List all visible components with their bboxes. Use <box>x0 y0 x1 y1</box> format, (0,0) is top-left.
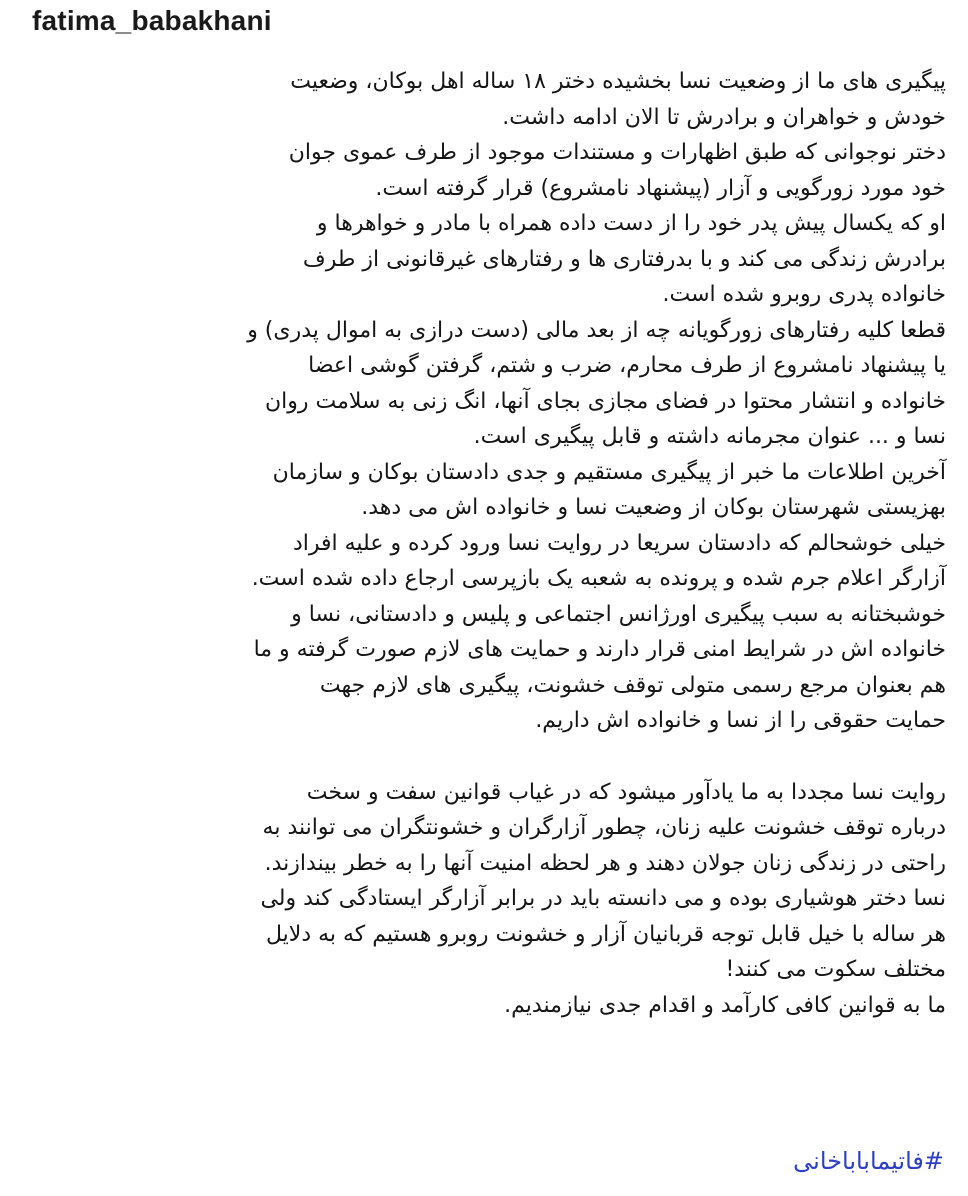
caption-line: خیلی خوشحالم که دادستان سریعا در روایت نسا ورود کرده و علیه افراد <box>292 530 946 556</box>
caption-line: قطعا کلیه رفتارهای زورگویانه چه از بعد مالی (دست درازی به اموال پدری) و <box>247 317 946 343</box>
post-username[interactable]: fatima_babakhani <box>32 5 272 36</box>
caption-line: خانواده پدری روبرو شده است. <box>662 282 946 307</box>
caption-line: برادرش زندگی می کند و با بدرفتاری ها و رفتارهای غیرقانونی از طرف <box>302 246 946 272</box>
caption-line: نسا و ... عنوان مجرمانه داشته و قابل پیگیری است. <box>473 424 946 449</box>
caption-line: دختر نوجوانی که طبق اظهارات و مستندات موجود از طرف عموی جوان <box>288 140 946 165</box>
caption-line: هم بعنوان مرجع رسمی متولی توقف خشونت، پیگیری های لازم جهت <box>319 672 946 698</box>
caption-line: درباره توقف خشونت علیه زنان، چطور آزارگران و خشونتگران می توانند به <box>262 815 946 840</box>
caption-line: آزارگر اعلام جرم شده و پرونده به شعبه یک بازپرسی ارجاع داده شده است. <box>251 566 946 591</box>
caption-line: مختلف سکوت می کنند! <box>725 957 946 982</box>
caption-line: راحتی در زندگی زنان جولان دهند و هر لحظه امنیت آنها را به خطر بیندازند. <box>264 850 946 876</box>
caption-line: یا پیشنهاد نامشروع از طرف محارم، ضرب و شتم، گرفتن گوشی اعضا <box>308 353 946 378</box>
caption-line: نسا دختر هوشیاری بوده و می دانسته باید در برابر آزارگر ایستادگی کند ولی <box>260 886 946 911</box>
caption-line: خود مورد زورگویی و آزار (پیشنهاد نامشروع) قرار گرفته است. <box>375 175 946 201</box>
caption-line: خودش و خواهران و برادرش تا الان ادامه داشت. <box>502 104 946 130</box>
caption-line: خانواده و انتشار محتوا در فضای مجازی بجای آنها، انگ زنی به سلامت روان <box>265 388 946 414</box>
caption-line: هر ساله با خیل قابل توجه قربانیان آزار و خشونت روبرو هستیم که به دلایل <box>265 921 946 947</box>
caption-line: روایت نسا مجددا به ما یادآور میشود که در غیاب قوانین سفت و سخت <box>306 779 946 805</box>
caption-line: ما به قوانین کافی کارآمد و اقدام جدی نیازمندیم. <box>504 992 946 1018</box>
caption-line: پیگیری های ما از وضعیت نسا بخشیده دختر ۱۸ ساله اهل بوکان، وضعیت <box>290 69 946 94</box>
caption-line: بهزیستی شهرستان بوکان از وضعیت نسا و خانواده اش می دهد. <box>361 495 946 520</box>
post-caption <box>40 64 946 1023</box>
caption-line: حمایت حقوقی را از نسا و خانواده اش داریم. <box>535 708 946 733</box>
hashtag-link[interactable]: #فاتیماباباخانی <box>793 1147 944 1175</box>
caption-line: او که یکسال پیش پدر خود را از دست داده همراه با مادر و خواهرها و <box>316 211 946 236</box>
caption-line: خوشبختانه به سبب پیگیری اورژانس اجتماعی و پلیس و دادستانی، نسا و <box>291 601 946 627</box>
caption-line: خانواده اش در شرایط امنی قرار دارند و حمایت های لازم صورت گرفته و ما <box>253 637 946 662</box>
caption-line: آخرین اطلاعات ما خبر از پیگیری مستقیم و جدی دادستان بوکان و سازمان <box>272 459 946 485</box>
paragraph-gap <box>40 739 946 775</box>
